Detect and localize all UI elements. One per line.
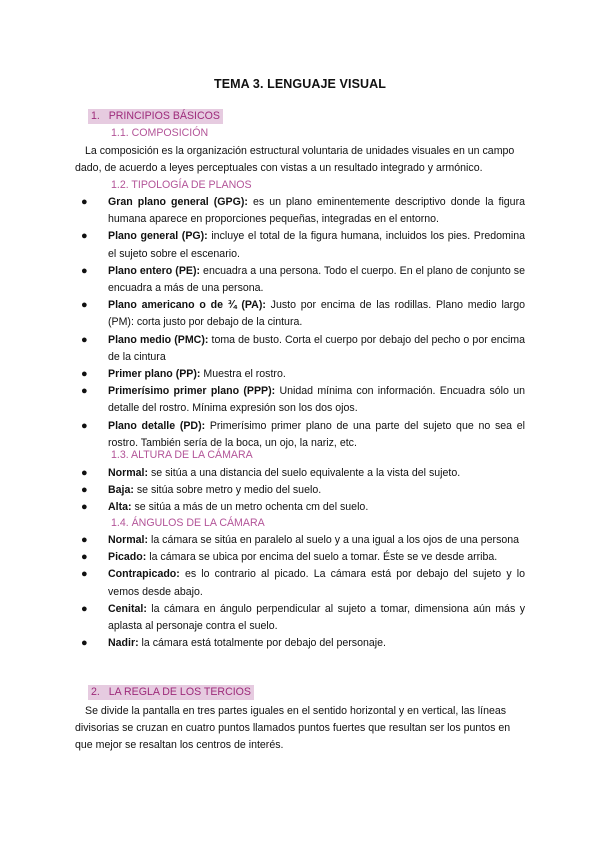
item-term: Nadir:: [108, 637, 139, 650]
list-item: [81, 228, 525, 262]
item-text: la cámara se ubica por encima del suelo a tomar. Éste se ve desde arriba.: [146, 551, 498, 564]
item-text: Unidad mínima con información. Encuadra sólo un detalle del rostro. Mínima expresión son los dos ojos.: [108, 385, 525, 415]
item-text: Primerísimo primer plano de una parte del sujeto que no sea el rostro. También sería de la boca, un ojo, la nariz, etc.: [108, 419, 525, 449]
bullet-icon: ●: [81, 419, 88, 432]
bullet-icon: ●: [81, 602, 88, 615]
list-item: [81, 635, 525, 652]
bullet-icon: ●: [81, 637, 88, 650]
item-term: Plano americano o de ¾ (PA):: [108, 299, 266, 312]
item-text: es un plano eminentemente descriptivo donde la figura humana aparece en proporciones pequeñas, integradas en el entorno.: [108, 196, 525, 226]
bullet-icon: ●: [81, 467, 88, 479]
item-text: se sitúa sobre metro y medio del suelo.: [133, 484, 322, 497]
item-term: Normal:: [108, 467, 149, 479]
item-text: es lo contrario al picado. La cámara está por debajo del sujeto y lo vemos desde abajo.: [108, 568, 525, 598]
item-term: Primer plano (PP):: [108, 368, 201, 381]
bullet-icon: ●: [81, 551, 88, 564]
item-text: encuadra a una persona. Todo el cuerpo. En el plano de conjunto se encuadra a más de una persona.: [108, 264, 525, 295]
list-angulos: [81, 532, 525, 652]
item-text: toma de busto. Corta el cuerpo por debajo del pecho o por encima de la cintura: [108, 333, 525, 363]
list-item: [81, 499, 525, 516]
item-text: la cámara en ángulo perpendicular al sujeto a tomar, dimensiona aún más y aplasta al personaje contra el suelo.: [108, 602, 525, 633]
paragraph-composicion: La composición es la organización estructural voluntaria de unidades visuales en un campo dado, de acuerdo a leyes perceptuales con vistas a un resultado integrado y armónico.: [75, 145, 515, 175]
item-term: Contrapicado:: [108, 568, 180, 581]
list-item: [81, 366, 525, 383]
list-alturas: [81, 465, 525, 517]
item-term: Plano general (PG):: [108, 230, 208, 243]
subheading-altura: 1.3. ALTURA DE LA CÁMARA: [111, 449, 253, 461]
item-text: la cámara se sitúa en paralelo al suelo y a una igual a los ojos de una persona: [148, 534, 520, 546]
item-term: Normal:: [108, 534, 149, 546]
item-term: Picado:: [108, 551, 147, 564]
section-heading-tercios: [88, 686, 254, 698]
bullet-icon: ●: [81, 196, 88, 208]
list-item: [81, 383, 525, 417]
item-term: Plano detalle (PD):: [108, 419, 206, 432]
bullet-icon: ●: [81, 230, 88, 243]
list-item: [81, 566, 525, 600]
section-number: 1.: [91, 110, 100, 122]
subheading-composicion: 1.1. COMPOSICIÓN: [111, 127, 209, 139]
list-item: [81, 532, 525, 549]
list-item: [81, 194, 525, 228]
item-term: Gran plano general (GPG):: [108, 196, 248, 208]
list-item: [81, 482, 525, 499]
list-item: [81, 549, 525, 566]
item-text: Justo por encima de las rodillas. Plano medio largo (PM): corta justo por debajo de la cintura.: [108, 299, 525, 329]
list-item: [81, 601, 525, 635]
list-item: [81, 332, 525, 366]
list-item: [81, 465, 525, 482]
bullet-icon: ●: [81, 484, 88, 497]
bullet-icon: ●: [81, 333, 88, 346]
section-number: 2.: [91, 686, 100, 698]
item-term: Cenital:: [108, 602, 147, 615]
page-title: TEMA 3. LENGUAJE VISUAL: [214, 77, 386, 91]
subheading-tipologia: 1.2. TIPOLOGÍA DE PLANOS: [111, 179, 252, 191]
list-planos: [81, 194, 525, 452]
item-text: se sitúa a una distancia del suelo equivalente a la vista del sujeto.: [148, 467, 461, 479]
bullet-icon: ●: [81, 264, 88, 277]
section-label: LA REGLA DE LOS TERCIOS: [108, 686, 251, 698]
bullet-icon: ●: [81, 385, 88, 398]
bullet-icon: ●: [81, 501, 88, 514]
item-term: Plano medio (PMC):: [108, 333, 209, 346]
item-term: Primerísimo primer plano (PPP):: [108, 385, 276, 398]
item-text: Muestra el rostro.: [200, 368, 286, 381]
subheading-angulos: 1.4. ÁNGULOS DE LA CÁMARA: [111, 517, 265, 529]
item-text: la cámara está totalmente por debajo del personaje.: [138, 637, 386, 650]
bullet-icon: ●: [81, 368, 88, 381]
item-term: Alta:: [108, 501, 132, 514]
list-item: [81, 418, 525, 452]
paragraph-tercios: Se divide la pantalla en tres partes iguales en el sentido horizontal y en vertical, las líneas divisorias se cruzan en cuatro puntos llamados puntos fuertes que resultan ser los puntos en que mejor se resaltan los centros de interés.: [75, 705, 511, 752]
item-term: Baja:: [108, 484, 134, 497]
list-item: [81, 263, 525, 297]
bullet-icon: ●: [81, 568, 88, 581]
bullet-icon: ●: [81, 534, 88, 546]
section-label: PRINCIPIOS BÁSICOS: [108, 110, 220, 122]
bullet-icon: ●: [81, 299, 88, 312]
section-heading-principios: [88, 110, 223, 122]
list-item: [81, 297, 525, 331]
item-text: se sitúa a más de un metro ochenta cm del suelo.: [131, 501, 369, 514]
item-text: incluye el total de la figura humana, incluidos los pies. Predomina el sujeto sobre el escenario.: [108, 230, 525, 260]
item-term: Plano entero (PE):: [108, 264, 201, 277]
